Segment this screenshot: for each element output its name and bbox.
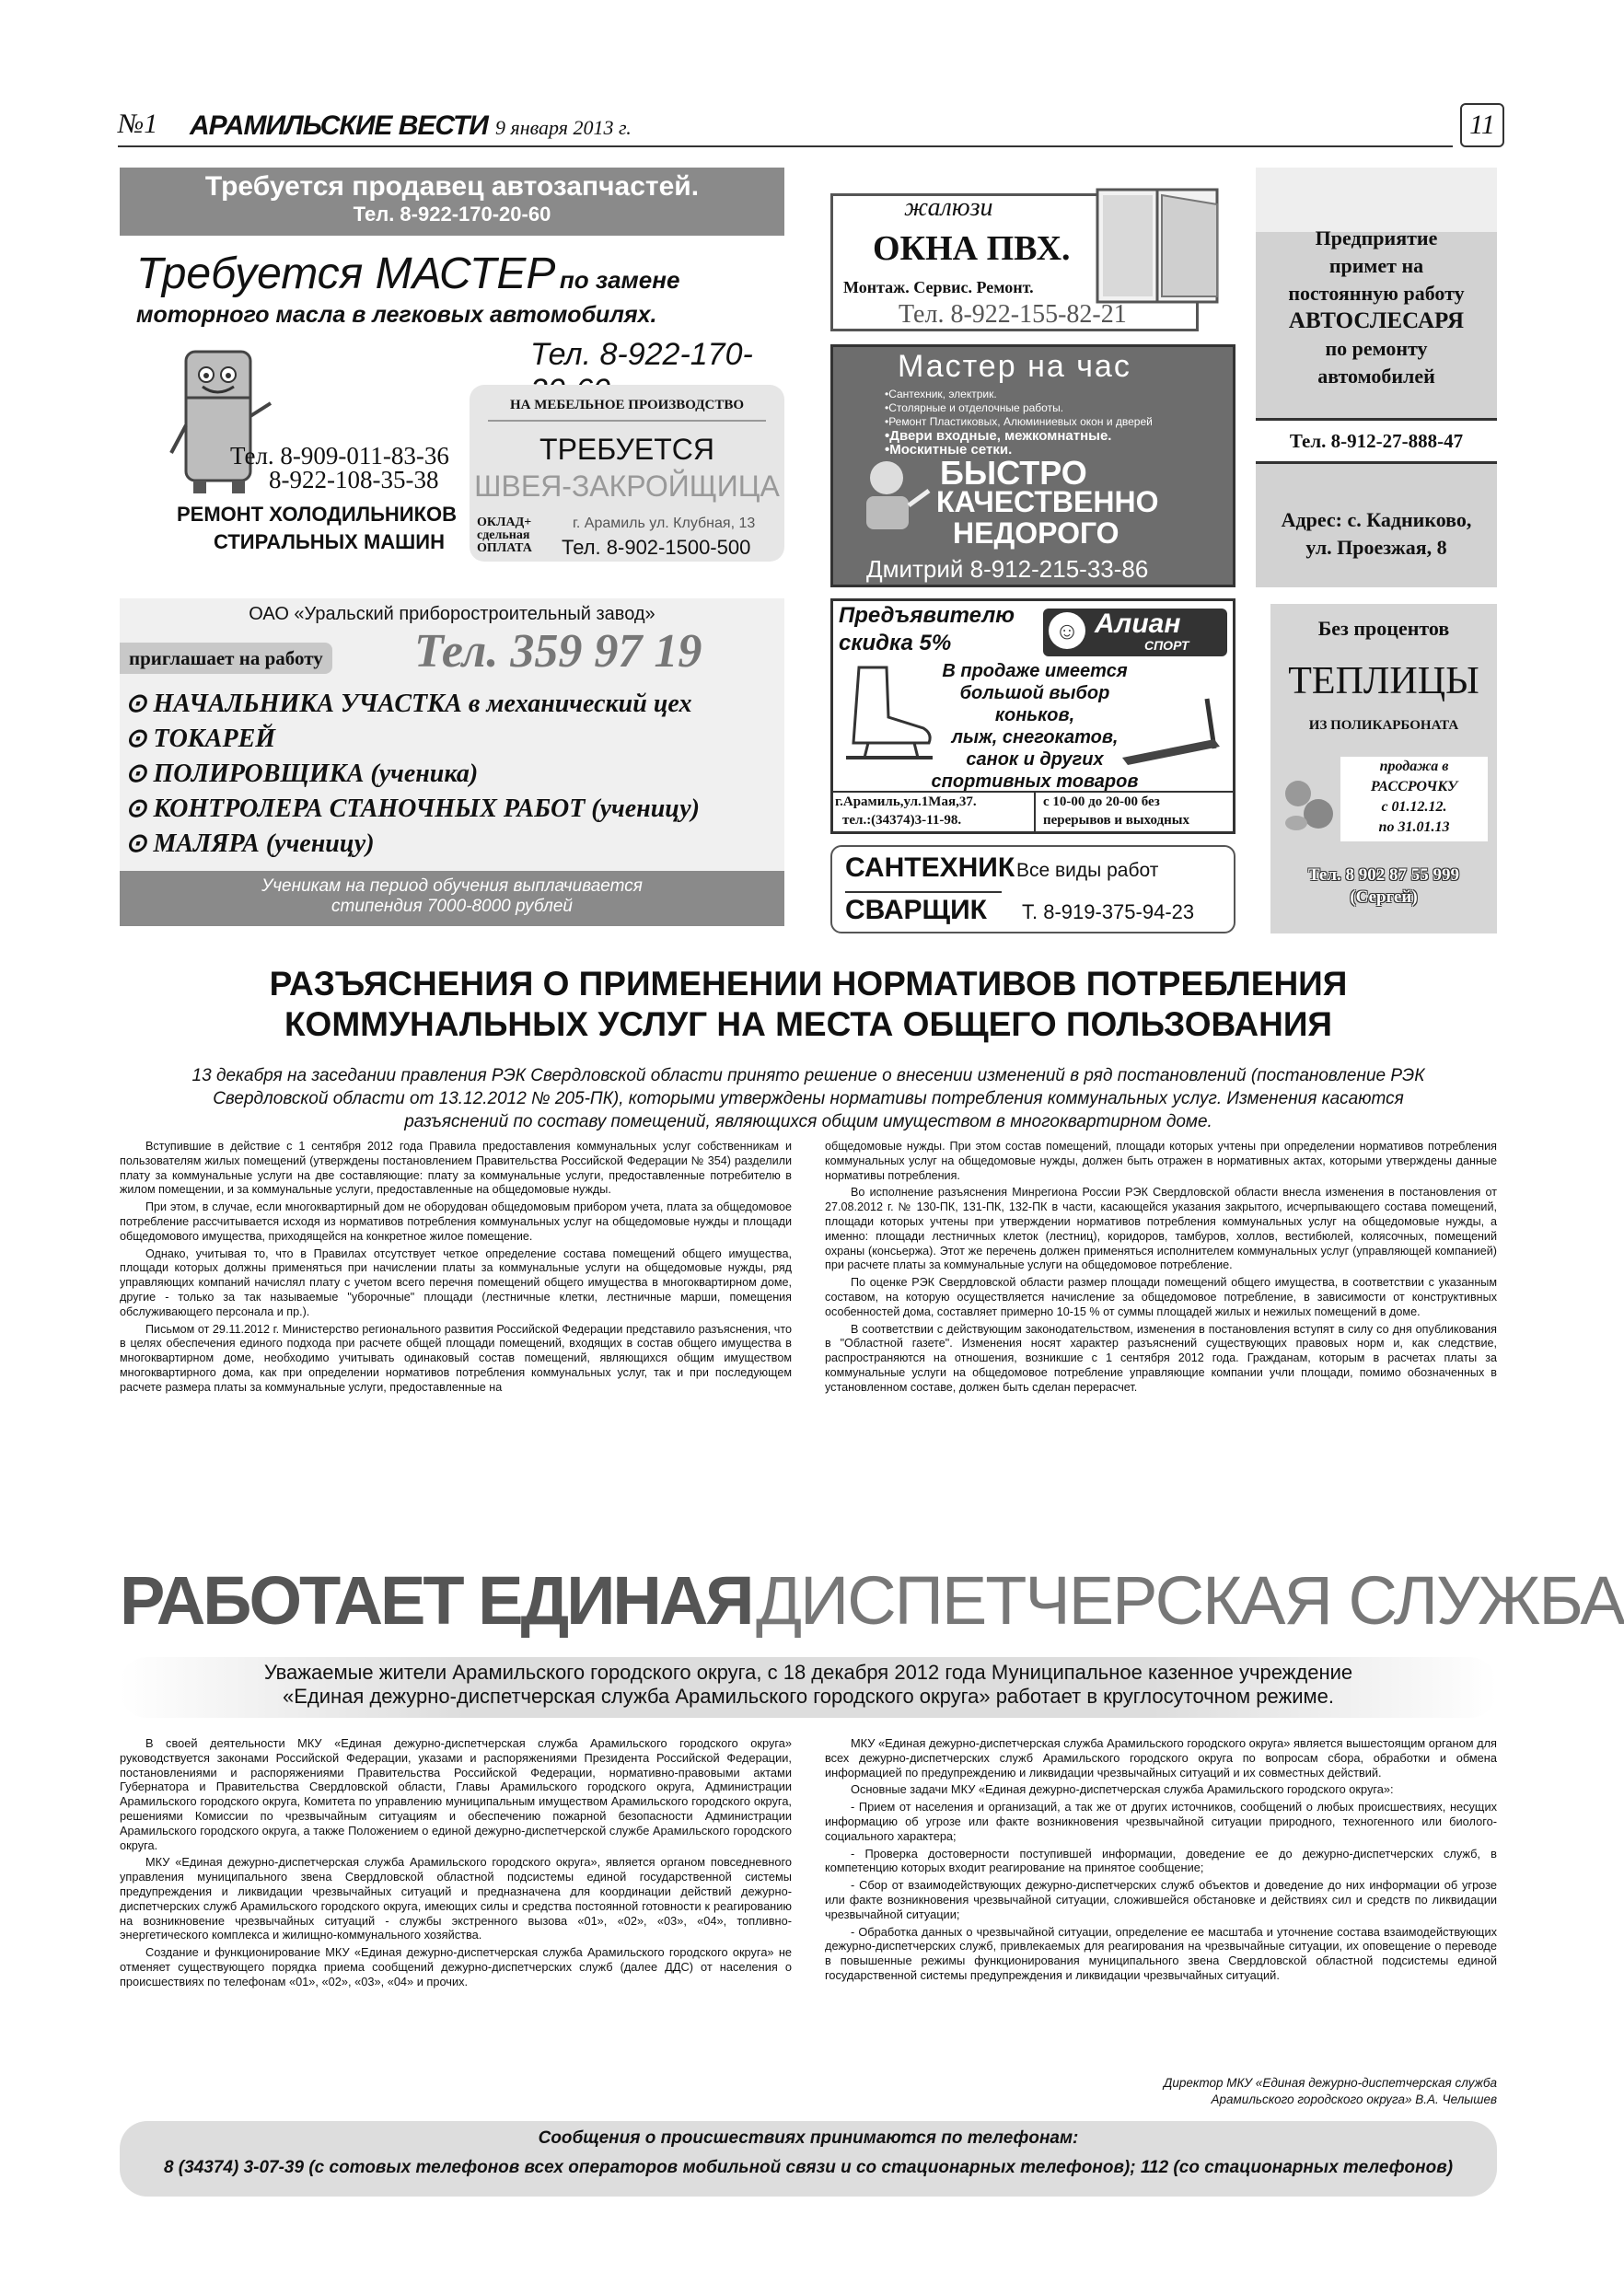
paragraph: - Сбор от взаимодействующих дежурно-диспетчерских служб объектов и доведение до них информации об угрозе или факте возникновения чрезвычайной ситуации, сложившейся обстановке и действиях сил и средств по ликвидации чрезвычайной ситуации; xyxy=(825,1878,1497,1921)
paragraph: - Проверка достоверности поступившей информации, доведение ее до дежурно-диспетчерских служб, в компетенцию которых входит реагирование на принятое сообщение; xyxy=(825,1846,1497,1875)
ad-sport-addr2: тел.:(34374)3-11-98. xyxy=(842,813,962,828)
ad-plant-invite: приглашает на работу xyxy=(120,643,332,674)
ad-auto-parts-title: Требуется продавец автозапчастей. xyxy=(204,171,700,202)
paragraph: По оценке РЭК Свердловской области размер площади помещений общего имущества, в соответствии с указанным составом, на которую осуществляется начисление за общедомовое потребление, в зависимости от конструктивных особенностей дома, составляет примерно 10-15 % от суммы площадей жилых и нежилых помещений в доме. xyxy=(825,1276,1497,1318)
article-dispatch-col-right xyxy=(825,1736,1497,1986)
ad-master-hour-big1: БЫСТРО xyxy=(940,454,1087,492)
ad-mechanic-addr2: ул. Проезжая, 8 xyxy=(1305,536,1447,559)
ad-mechanic-phone-bar xyxy=(1256,418,1497,464)
ad-sport xyxy=(830,598,1235,834)
job-item: ⊙ ПОЛИРОВЩИКА (ученика) xyxy=(125,759,479,788)
article-dispatch-lead1: Уважаемые жители Арамильского городского округа, с 18 декабря 2012 года Муниципальное казенное учреждение xyxy=(263,1661,1353,1684)
ad-fridge-phone1: Тел. 8-909-011-83-36 xyxy=(230,442,449,470)
ad-sport-t5: спортивных товаров xyxy=(931,771,1139,792)
ad-master-phone: Тел. 8-922-170- xyxy=(530,337,753,372)
ad-greenhouse-s4: по 31.01.13 xyxy=(1378,819,1450,835)
ad-sport-t2: большой выбор коньков, xyxy=(959,683,1110,725)
ad-master-sub: по замене xyxy=(559,266,680,294)
ad-sport-hours2: перерывов и выходных xyxy=(1043,813,1189,828)
ad-plant-footer1: Ученикам на период обучения выплачивается xyxy=(261,876,643,896)
ad-auto-parts xyxy=(120,168,784,236)
article-norms-col-left xyxy=(120,1140,792,1398)
ad-mechanic-text xyxy=(1256,225,1497,390)
smile-icon: ☺ xyxy=(1049,612,1085,649)
ad-greenhouse xyxy=(1270,604,1497,933)
ad-mechanic-l6: автомобилей xyxy=(1317,365,1435,388)
ad-seamstress-phone: Тел. 8-902-1500-500 xyxy=(562,536,751,559)
ad-mechanic-l1: Предприятие xyxy=(1315,226,1438,249)
newspaper-name: АРАМИЛЬСКИЕ ВЕСТИ xyxy=(190,110,488,141)
ad-sport-t4: санок и других xyxy=(966,749,1104,770)
footer-line2: 8 (34374) 3-07-39 (с сотовых телефонов всех операторов мобильной связи и со стационарных телефонов); 112 (со стационарных телефонов) xyxy=(163,2158,1454,2177)
ad-fridge-line1: РЕМОНТ ХОЛОДИЛЬНИКОВ xyxy=(177,503,458,526)
service-item: •Сантехник, электрик. xyxy=(885,388,997,400)
ad-seamstress-title1: ТРЕБУЕТСЯ xyxy=(539,433,714,466)
ad-plant-footer xyxy=(120,871,784,926)
ad-sport-t3: лыж, снегокатов, xyxy=(951,727,1119,748)
ad-master-title: Требуется МАСТЕР xyxy=(136,249,556,298)
ad-mechanic-addr1: Адрес: с. Кадниково, xyxy=(1281,508,1472,531)
ad-sport-discount1: Предъявителю xyxy=(839,603,1015,628)
ad-mechanic-phone: Тел. 8-912-27-888-47 xyxy=(1289,430,1464,452)
ad-sport-brand1: Алиан xyxy=(1095,609,1181,639)
paragraph: Основные задачи МКУ «Единая дежурно-диспетчерская служба Арамильского городского округа»: xyxy=(851,1782,1394,1797)
ad-windows xyxy=(830,186,1235,335)
page-number: 11 xyxy=(1469,110,1495,140)
service-item: •Ремонт Пластиковых, Алюминиевых окон и дверей xyxy=(885,415,1153,428)
service-item: •Двери входные, межкомнатные. xyxy=(885,428,1112,444)
ad-seamstress-top: НА МЕБЕЛЬНОЕ ПРОИЗВОДСТВО xyxy=(509,398,745,412)
ad-fridge-phone2: 8-922-108-35-38 xyxy=(269,466,439,493)
header-rule xyxy=(118,145,1453,147)
ad-master-hour-big2: КАЧЕСТВЕННО xyxy=(936,485,1159,518)
paragraph: МКУ «Единая дежурно-диспетчерская служба Арамильского городского округа», является органом повседневного управления муниципального звена Свердловской областной подсистемы единой государственной системы предупреждения и ликвидации чрезвычайных ситуаций и предназначена для координации действий дежурно-диспетчерских служб Арамильского городского округа, имеющих силы и средства постоянной готовности к реагированию на возникновение чрезвычайных ситуаций - службы экстренного вызова «01», «02», «03», «04», топливно-энергетического комплекса и жилищно-коммунального хозяйства. xyxy=(120,1855,792,1942)
ad-master-hour xyxy=(830,344,1235,587)
ad-mechanic-l5: по ремонту xyxy=(1325,337,1428,360)
ad-sport-hours1: с 10-00 до 20-00 без xyxy=(1043,794,1160,809)
ad-windows-blinds: жалюзи xyxy=(904,193,993,222)
ad-plumber-w2: СВАРЩИК xyxy=(845,895,987,925)
signature-line2: Арамильского городского округа» В.А. Челышев xyxy=(1211,2093,1497,2106)
article-dispatch-signature xyxy=(825,2075,1497,2108)
ad-plant-phone: Тел. 359 97 19 xyxy=(414,625,702,678)
ad-plumber-extra: Все виды работ xyxy=(1016,860,1159,881)
ad-greenhouse-t1: Без процентов xyxy=(1317,617,1450,640)
paragraph: Вступившие в действие с 1 сентября 2012 года Правила предоставления коммунальных услуг собственникам и пользователям жилых помещений (утверждены постановлением Правительства Российской Федерации № 354) разделили плату за коммунальные услуги на две составляющие: плату за коммунальные услуги, предоставленные потребителю в жилом помещении, и за коммунальные услуги, предоставленные на общедомовые нужды. xyxy=(120,1140,792,1197)
signature-line1: Директор МКУ «Единая дежурно-диспетчерская служба xyxy=(1163,2076,1497,2090)
ad-seamstress-pay2: сдельная xyxy=(477,528,530,542)
article-dispatch-title-light: ДИСПЕТЧЕРСКАЯ СЛУЖБА xyxy=(755,1562,1624,1639)
job-item: ⊙ МАЛЯРА (ученицу) xyxy=(125,829,375,858)
ad-seamstress-address: г. Арамиль ул. Клубная, 13 xyxy=(573,516,756,531)
ad-greenhouse-t3: ИЗ ПОЛИКАРБОНАТА xyxy=(1308,718,1459,733)
ad-seamstress-pay1: ОКЛАД+ xyxy=(477,516,532,529)
ad-master-hour-big3: НЕДОРОГО xyxy=(953,516,1119,550)
issue-date: 9 января 2013 г. xyxy=(495,116,632,139)
paragraph: Письмом от 29.11.2012 г. Министерство регионального развития Российской Федерации представило разъяснения, что в целях обеспечения единого подхода при расчете общей площади помещений, входящих в состав общего имущества в многоквартирном доме, необходимо учитывать одинаковый состав помещений, являющихся общим имуществом многоквартирного дома, как при определении нормативов потребления коммунальных услуг, так и при последующем расчете размера платы за коммунальные услуги, предоставленные на xyxy=(120,1322,792,1394)
ad-windows-title: ОКНА ПВХ. xyxy=(873,229,1071,268)
paragraph: - Прием от населения и организаций, а так же от других источников, сообщений о любых происшествиях, несущих информацию об угрозе или факте возникновения чрезвычайной ситуации природного, техногенного или биолого-социального характера; xyxy=(825,1800,1497,1843)
ad-greenhouse-s3: с 01.12.12. xyxy=(1381,799,1447,815)
ad-greenhouse-s2: РАССРОЧКУ xyxy=(1370,779,1458,794)
ad-master-hour-title: Мастер на час xyxy=(898,349,1131,384)
article-dispatch-title-bold: РАБОТАЕТ ЕДИНАЯ xyxy=(120,1562,752,1639)
paragraph: - Обработка данных о чрезвычайной ситуации, определение ее масштаба и уточнение состава взаимодействующих дежурно-диспетчерских служб, привлекаемых для реагирования на чрезвычайные ситуации, их оповещение о переводе в повышенные режимы функционирования муниципального звена Свердловской областной подсистемы единой государственной системы предупреждения и ликвидации чрезвычайных ситуаций. xyxy=(825,1924,1497,1982)
paragraph: Однако, учитывая то, что в Правилах отсутствует четкое определение состава помещений общего имущества, площади которых должны применяться при начислении платы за коммунальные услуги на общедомовые нужды, ряд управляющих компаний начислял плату с учетом всего перечня помещений общего имущества в многоквартирном доме, другие - только за так называемые "уборочные" площади (лестничные клетки, лестничные марши, помещения обслуживающего персонала и пр.). xyxy=(120,1246,792,1318)
ad-plant xyxy=(120,598,784,926)
ad-sport-t1: В продаже имеется xyxy=(942,661,1128,681)
article-norms-lead: 13 декабря на заседании правления РЭК Свердловской области принято решение о внесении изменений в ряд постановлений (постановление РЭК Свердловской области от 13.12.2012 № 205-ПК), которыми утверждены нормативы потребления коммунальных услуг. Изменения касаются разъяснений по составу помещений, являющихся общим имуществом в многоквартирном доме. xyxy=(191,1066,1425,1131)
article-norms-col-right xyxy=(825,1140,1497,1398)
paragraph: При этом, в случае, если многоквартирный дом не оборудован общедомовым прибором учета, плата за общедомовое потребление рассчитывается исходя из нормативов потребления коммунальных услуг на общедомовые нужды и площади общедомового имущества, приходящейся на конкретное жилое помещение. xyxy=(120,1200,792,1243)
ad-seamstress xyxy=(470,385,784,562)
ad-fridge-line2: СТИРАЛЬНЫХ МАШИН xyxy=(214,530,445,553)
ad-plant-name: ОАО «Уральский приборостроительный завод» xyxy=(249,604,655,624)
article-norms xyxy=(120,965,1497,1545)
service-item: •Москитные сетки. xyxy=(885,442,1013,458)
paragraph: Создание и функционирование МКУ «Единая дежурно-диспетчерская служба Арамильского городского округа» не отменяет существующего порядка приема сообщений дежурно-диспетчерских служб (далее ДДС) от населения о происшествиях по телефонам «01», «02», «03», «04» и прочих. xyxy=(120,1945,792,1988)
ad-mechanic xyxy=(1256,168,1497,587)
article-dispatch-lead2: «Единая дежурно-диспетчерская служба Арамильского городского округа» работает в круглосуточном режиме. xyxy=(283,1685,1334,1708)
ad-seamstress-pay3: ОПЛАТА xyxy=(477,541,532,555)
ad-windows-phone: Тел. 8-922-155-82-21 xyxy=(899,300,1127,329)
ad-sport-text xyxy=(920,660,1150,793)
footer-line1: Сообщения о происшествиях принимаются по телефонам: xyxy=(538,2128,1079,2148)
article-dispatch xyxy=(120,1561,1624,2206)
paragraph: Во исполнение разъяснения Минрегиона России РЭК Свердловской области внесла изменения в постановления от 27.08.2012 г. № 130-ПК, 131-ПК, 132-ПК в части, касающейся указания закрытого, исчерпывающего состава помещений, площади которых учтены при утверждении нормативов потребления коммунальных услуг на общедомовые нужды, а именно: площади лестничных клеток (лестниц), коридоров, тамбуров, холлов, вестибюлей, колясочных, помещений охраны (консьержа). Этот же перечень должен применяться исполнителем коммунальных услуг (управляющей компанией) при расчете платы за коммунальные услуги на общедомовое потребление. xyxy=(825,1186,1497,1272)
article-norms-title2: КОММУНАЛЬНЫХ УСЛУГ НА МЕСТА ОБЩЕГО ПОЛЬЗОВАНИЯ xyxy=(284,1005,1333,1043)
job-item: ⊙ ТОКАРЕЙ xyxy=(125,725,276,753)
ad-fridge-repair xyxy=(120,342,470,563)
paragraph: МКУ «Единая дежурно-диспетчерская служба Арамильского городского округа» является вышестоящим органом для всех дежурно-диспетчерских служб Арамильского городского округа по вопросам сбора, обработки и обмена информацией по предупреждению и ликвидации чрезвычайных ситуаций и их совместных действий. xyxy=(825,1736,1497,1780)
ad-mechanic-l4: АВТОСЛЕСАРЯ xyxy=(1288,308,1465,333)
paragraph: общедомовые нужды. При этом состав помещений, площади которых учтены при определении нормативов потребления коммунальных услуг на общедомовые нужды, должен быть отражен в нормативных актах, которыми утверждены данные нормативы потребления. xyxy=(825,1140,1497,1182)
ad-auto-parts-phone: Тел. 8-922-170-20-60 xyxy=(353,203,551,226)
ad-plumber xyxy=(830,845,1235,933)
job-item: ⊙ КОНТРОЛЕРА СТАНОЧНЫХ РАБОТ (ученицу) xyxy=(125,794,700,823)
job-item: ⊙ НАЧАЛЬНИКА УЧАСТКА в механический цех xyxy=(125,690,692,718)
ad-mechanic-l3: постоянную работу xyxy=(1288,282,1465,305)
article-dispatch-footer xyxy=(120,2121,1497,2197)
ad-windows-services: Монтаж. Сервис. Ремонт. xyxy=(843,278,1034,296)
issue-number: №1 xyxy=(118,109,158,139)
ad-greenhouse-sale xyxy=(1340,757,1488,841)
page-number-box xyxy=(1460,103,1504,147)
ad-master-hour-services xyxy=(885,388,1153,457)
fridge-mascot-icon xyxy=(168,342,278,499)
ad-greenhouse-s1: продажа в xyxy=(1379,759,1449,774)
ad-sport-discount2: скидка 5% xyxy=(839,631,952,655)
ad-master-hour-contact: Дмитрий 8-912-215-33-86 xyxy=(866,555,1149,583)
ad-plant-footer2: стипендия 7000-8000 рублей xyxy=(331,897,573,916)
paragraph: В соответствии с действующим законодательством, изменения в постановления вступят в силу со дня опубликования в "Областной газете". Изменения носят характер разъяснений существующих правовых норм и, как следствие, распространяются на отношения, возникшие с 1 сентября 2012 года. Гражданам, которым в расчетах платы за коммунальные услуги на общедомовое потребление управляющие компании учли площади, помимо обозначенных в установленном составе, должен быть сделан перерасчет. xyxy=(825,1322,1497,1394)
ad-sport-footer xyxy=(833,791,1233,833)
article-dispatch-lead xyxy=(120,1657,1497,1718)
ad-sport-brand2: СПОРТ xyxy=(1144,638,1189,653)
ad-sport-addr1: г.Арамиль,ул.1Мая,37. xyxy=(835,794,977,809)
ad-plumber-phone: Т. 8-919-375-94-23 xyxy=(1022,900,1195,923)
ad-sport-logo xyxy=(1043,609,1227,656)
vegetables-icon xyxy=(1276,766,1340,840)
ad-greenhouse-name: (Сергей) xyxy=(1350,887,1418,907)
worker-icon xyxy=(850,454,933,537)
article-norms-title1: РАЗЪЯСНЕНИЯ О ПРИМЕНЕНИИ НОРМАТИВОВ ПОТРЕБЛЕНИЯ xyxy=(269,965,1348,1003)
ad-greenhouse-phone: Тел. 8 902 87 55 999 xyxy=(1307,865,1460,885)
ad-plant-jobs xyxy=(125,687,700,862)
ad-master-desc: моторного масла в легковых автомобилях. xyxy=(136,302,657,328)
article-dispatch-title xyxy=(120,1561,1624,1640)
page-header xyxy=(118,103,1499,149)
ad-seamstress-title2: ШВЕЯ-ЗАКРОЙЩИЦА xyxy=(474,470,780,503)
ad-greenhouse-t2: ТЕПЛИЦЫ xyxy=(1288,660,1479,702)
window-icon xyxy=(1088,186,1226,306)
service-item: •Столярные и отделочные работы. xyxy=(885,401,1064,414)
ad-mechanic-l2: примет на xyxy=(1328,254,1424,277)
article-dispatch-col-left xyxy=(120,1736,792,1992)
paragraph: В своей деятельности МКУ «Единая дежурно-диспетчерская служба Арамильского городского округа» руководствуется законами Российской Федерации, указами и распоряжениями Президента Российской Федерации, постановлениями и распоряжениями Правительства Российской Федерации, нормативно-правовыми актами Губернатора и Правительства Свердловской области, Главы Арамильского городского округа, Администрации Арамильского городского округа, Комитета по управлению муниципальным имуществом Арамильского городского округа, решениями Комиссии по чрезвычайным ситуациям и обеспечению пожарной безопасности Администрации Арамильского городского округа, а также Положением о единой дежурно-диспетчерской службе Арамильского городского округа. xyxy=(120,1736,792,1852)
ad-plumber-w1: САНТЕХНИК xyxy=(845,852,1015,883)
